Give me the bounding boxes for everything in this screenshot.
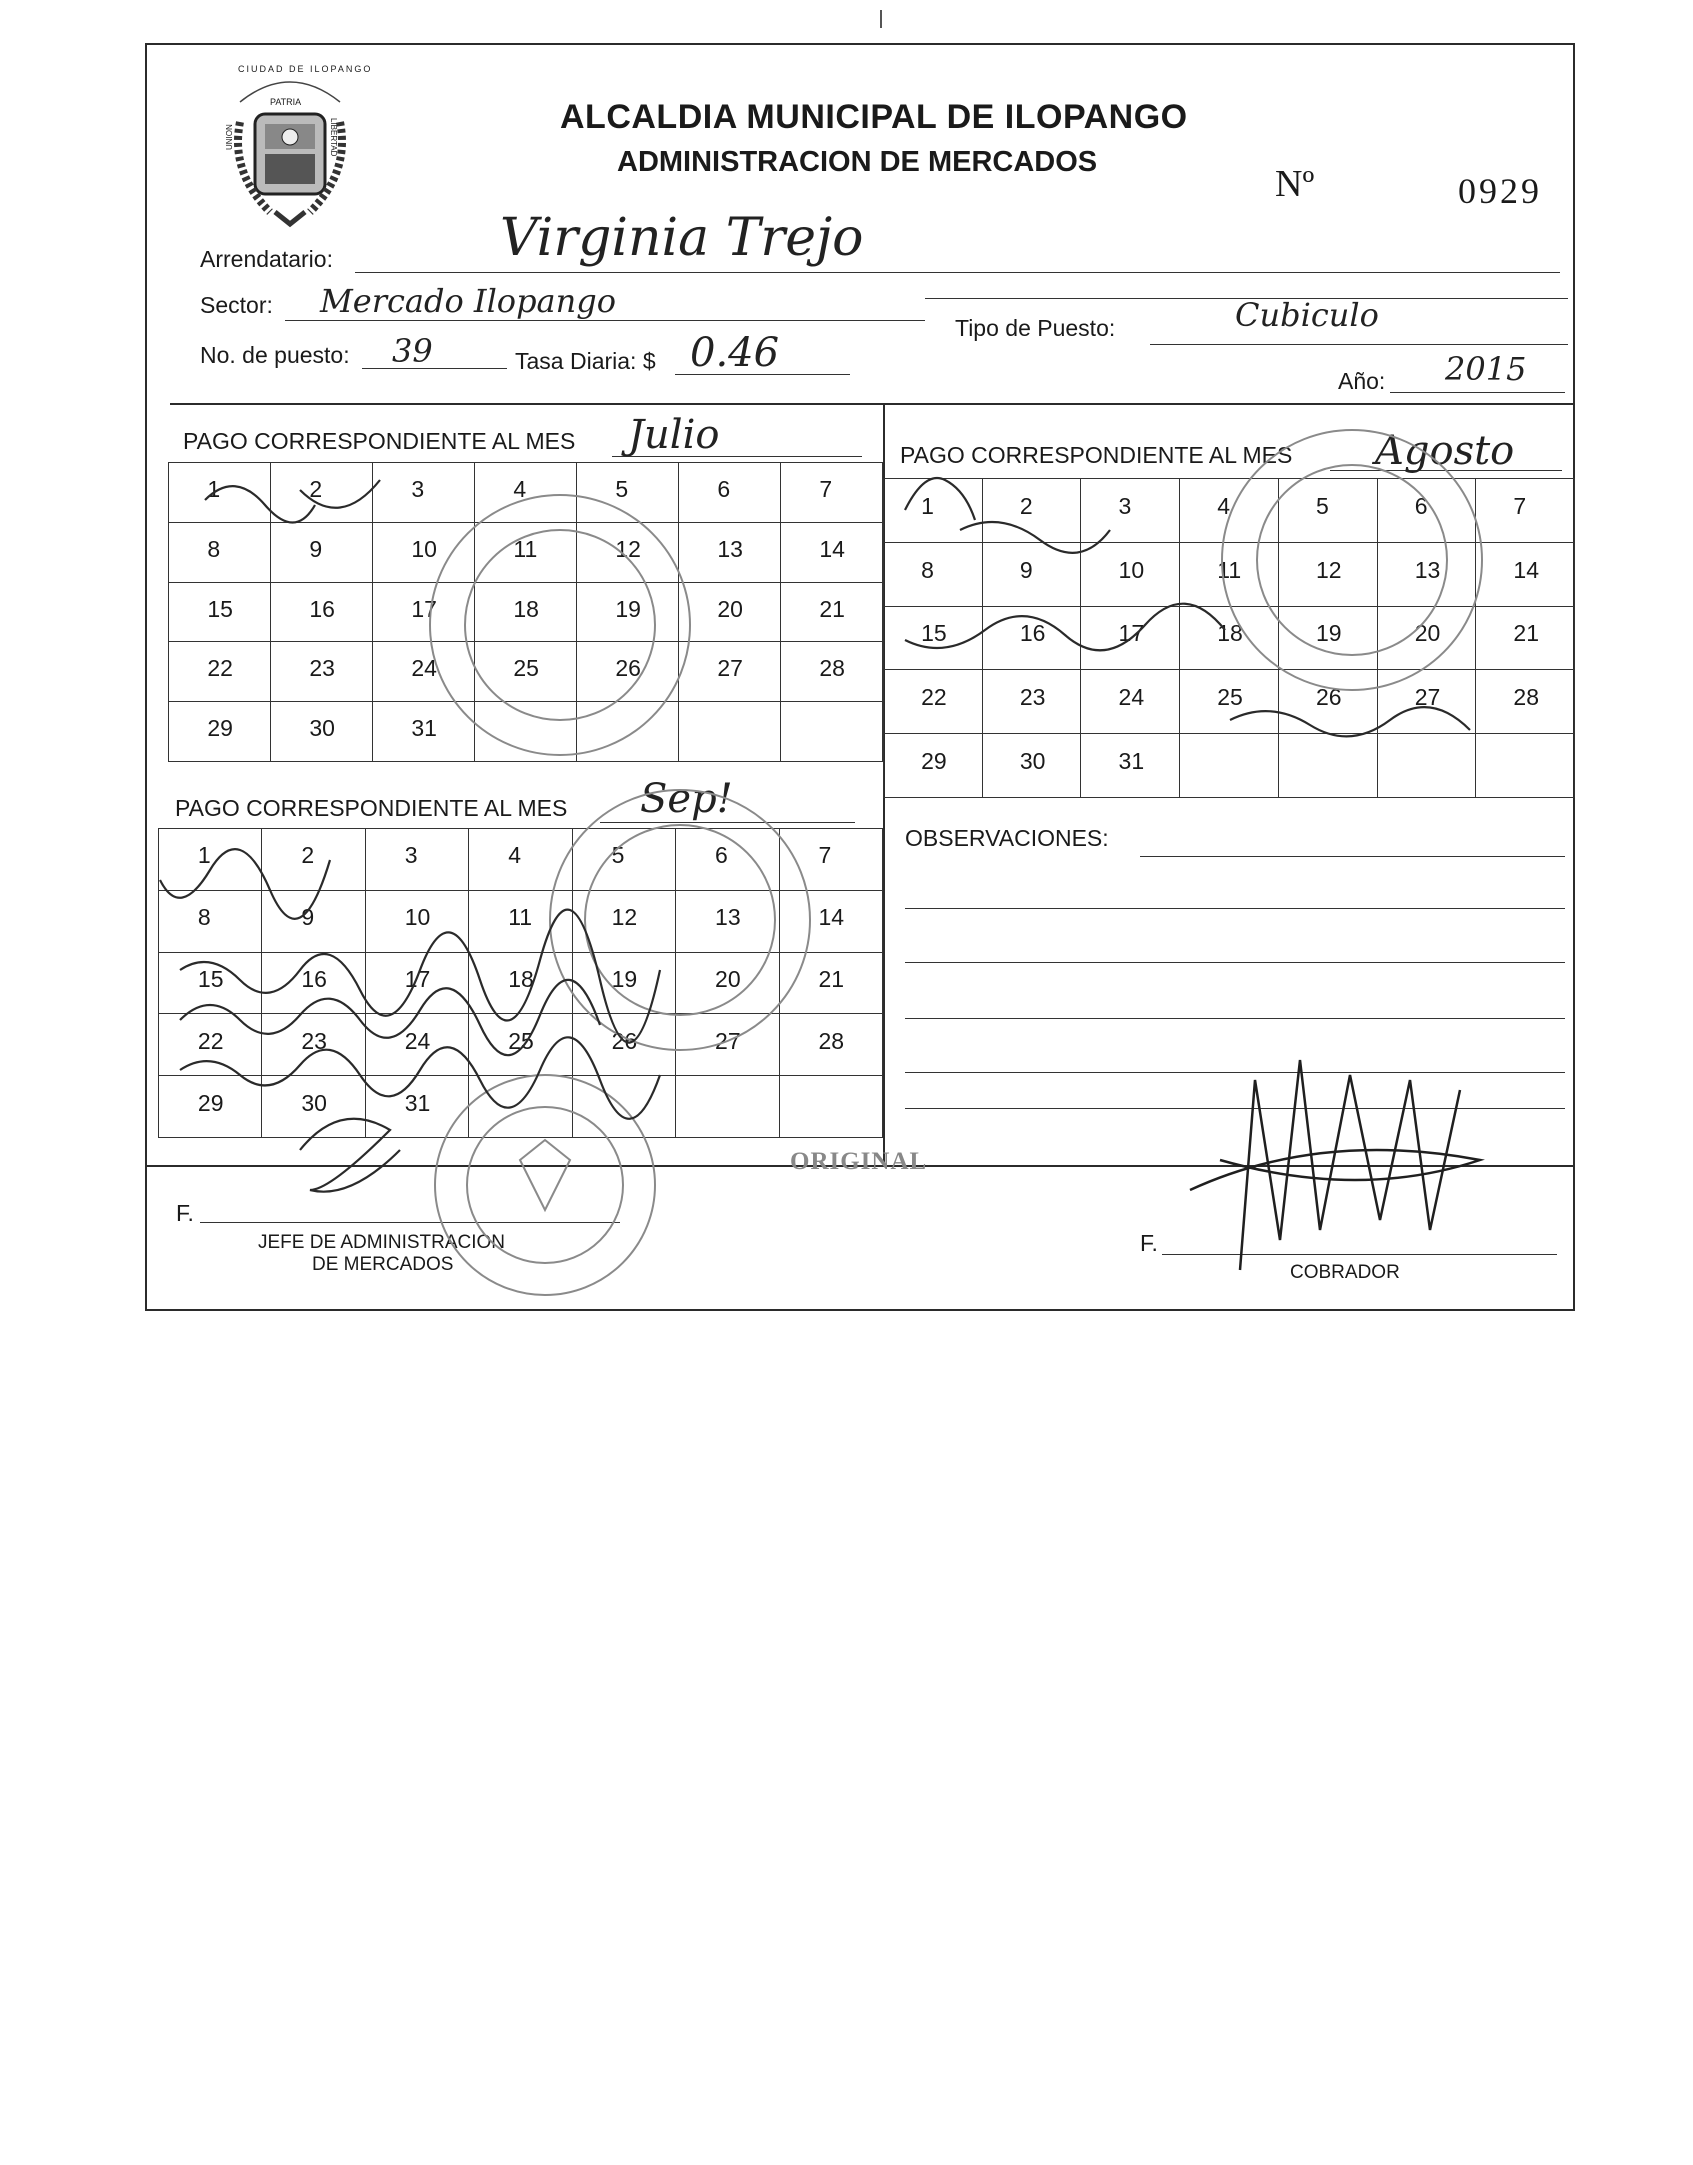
day-cell[interactable] [679, 523, 781, 583]
day-number: 9 [309, 535, 323, 562]
day-number: 19 [1315, 620, 1342, 647]
tasa-label: Tasa Diaria: $ [515, 348, 656, 374]
day-number: 23 [1019, 684, 1046, 711]
day-cell[interactable] [573, 953, 676, 1015]
signature-left-line[interactable] [200, 1222, 620, 1223]
day-number: 27 [715, 1027, 741, 1054]
sector-value[interactable]: Mercado Ilopango [320, 282, 616, 320]
day-number: 2 [1019, 492, 1033, 519]
day-cell[interactable] [884, 734, 983, 798]
day-number: 10 [404, 904, 431, 931]
day-cell[interactable] [262, 891, 365, 953]
day-number: 6 [717, 475, 731, 502]
day-number: 27 [1414, 684, 1441, 711]
month-2-name[interactable]: Agosto [1375, 428, 1515, 474]
day-number: 2 [301, 842, 315, 869]
day-cell[interactable] [262, 829, 365, 891]
day-number: 16 [301, 965, 327, 992]
day-number: 26 [1315, 684, 1342, 711]
day-number: 18 [508, 965, 534, 992]
day-cell[interactable] [271, 523, 373, 583]
sector-line-right [925, 298, 1568, 299]
obs-line-1[interactable] [1140, 856, 1565, 857]
logo-right-text: LIBERTAD [329, 118, 338, 157]
day-cell[interactable] [366, 891, 469, 953]
day-cell[interactable] [1378, 607, 1477, 671]
day-cell[interactable] [262, 1076, 365, 1138]
day-number: 17 [411, 595, 437, 622]
day-cell[interactable] [983, 670, 1082, 734]
month-2-heading: PAGO CORRESPONDIENTE AL MES [900, 442, 1293, 468]
jefe-label-2: DE MERCADOS [312, 1254, 454, 1275]
anio-value[interactable]: 2015 [1445, 350, 1527, 388]
day-number: 2 [309, 475, 323, 502]
day-cell[interactable] [262, 953, 365, 1015]
tasa-value[interactable]: 0.46 [690, 330, 780, 376]
day-number: 13 [1414, 556, 1441, 583]
day-cell[interactable] [676, 891, 779, 953]
month-1-calendar [168, 462, 883, 762]
day-cell[interactable] [983, 479, 1082, 543]
day-number: 10 [411, 535, 437, 562]
signature-left-prefix: F. [176, 1200, 194, 1226]
day-cell[interactable] [1081, 670, 1180, 734]
jefe-label-1: JEFE DE ADMINISTRACION [258, 1232, 506, 1253]
day-cell[interactable] [373, 583, 475, 643]
arrendatario-line [355, 272, 1560, 273]
day-cell[interactable] [884, 670, 983, 734]
logo-center-text: PATRIA [270, 97, 302, 107]
day-number: 12 [611, 904, 638, 931]
municipal-logo [220, 62, 360, 232]
day-cell[interactable] [373, 523, 475, 583]
day-cell[interactable] [1180, 543, 1279, 607]
day-cell[interactable] [577, 523, 679, 583]
day-cell[interactable] [169, 702, 271, 762]
day-number: 29 [197, 1089, 224, 1116]
day-cell[interactable] [676, 953, 779, 1015]
day-cell[interactable] [781, 583, 883, 643]
day-number: 16 [1019, 620, 1046, 647]
day-number: 4 [508, 842, 521, 869]
day-cell[interactable] [884, 543, 983, 607]
tipo-line [1150, 344, 1568, 345]
day-number: 18 [513, 595, 539, 622]
day-cell[interactable] [983, 543, 1082, 607]
day-cell[interactable] [983, 734, 1082, 798]
day-number: 15 [207, 595, 233, 622]
top-mark [880, 10, 882, 28]
cobrador-label: COBRADOR [1290, 1262, 1400, 1283]
month-2-calendar [883, 478, 1575, 798]
empty-day-cell[interactable] [1378, 734, 1477, 798]
day-cell[interactable] [884, 479, 983, 543]
day-cell[interactable] [169, 463, 271, 523]
day-cell[interactable] [159, 891, 262, 953]
empty-day-cell[interactable] [679, 702, 781, 762]
obs-line-2[interactable] [905, 908, 1565, 909]
day-number: 7 [818, 842, 832, 869]
day-number: 31 [404, 1089, 431, 1116]
day-number: 20 [1414, 620, 1441, 647]
day-number: 30 [309, 715, 335, 742]
day-number: 17 [1118, 620, 1145, 647]
empty-day-cell[interactable] [573, 1076, 676, 1138]
puesto-label: No. de puesto: [200, 342, 350, 368]
day-number: 23 [309, 655, 335, 682]
empty-day-cell[interactable] [1476, 734, 1575, 798]
day-cell[interactable] [1081, 543, 1180, 607]
day-cell[interactable] [475, 463, 577, 523]
day-number: 10 [1118, 556, 1145, 583]
day-cell[interactable] [679, 583, 781, 643]
day-cell[interactable] [676, 829, 779, 891]
empty-day-cell[interactable] [475, 702, 577, 762]
empty-day-cell[interactable] [1180, 734, 1279, 798]
day-number: 9 [301, 904, 315, 931]
logo-top-text: CIUDAD DE ILOPANGO [238, 64, 373, 74]
day-number: 13 [717, 535, 743, 562]
month-3-name[interactable]: Sep! [640, 776, 733, 822]
day-number: 1 [921, 492, 934, 519]
day-number: 3 [411, 475, 425, 502]
day-cell[interactable] [159, 829, 262, 891]
day-cell[interactable] [469, 953, 572, 1015]
day-number: 22 [207, 655, 233, 682]
day-number: 6 [715, 842, 728, 869]
month-3-calendar [158, 828, 883, 1138]
day-cell[interactable] [780, 891, 883, 953]
day-number: 30 [1019, 748, 1046, 774]
day-cell[interactable] [469, 829, 572, 891]
day-number: 9 [1019, 556, 1033, 583]
day-number: 5 [1315, 492, 1329, 519]
day-cell[interactable] [573, 1014, 676, 1076]
day-cell[interactable] [1180, 479, 1279, 543]
day-number: 27 [717, 655, 743, 682]
day-number: 15 [921, 620, 947, 647]
day-number: 11 [508, 904, 533, 931]
day-cell[interactable] [1378, 543, 1477, 607]
day-number: 8 [921, 556, 934, 583]
day-number: 29 [921, 748, 947, 774]
day-number: 3 [1118, 492, 1132, 519]
observaciones-label: OBSERVACIONES: [905, 825, 1109, 851]
logo-left-text: UNION [225, 124, 234, 150]
day-cell[interactable] [366, 829, 469, 891]
day-cell[interactable] [780, 1014, 883, 1076]
day-cell[interactable] [1476, 670, 1575, 734]
day-number: 31 [1118, 748, 1145, 774]
month-1-heading: PAGO CORRESPONDIENTE AL MES [183, 428, 576, 454]
day-number: 21 [818, 965, 845, 992]
day-number: 29 [207, 715, 233, 742]
day-number: 6 [1414, 492, 1428, 519]
day-number: 22 [921, 684, 947, 711]
day-number: 31 [411, 715, 437, 742]
day-cell[interactable] [262, 1014, 365, 1076]
obs-line-5[interactable] [905, 1072, 1565, 1073]
arrendatario-label: Arrendatario: [200, 246, 333, 272]
day-number: 4 [1217, 492, 1231, 519]
empty-day-cell[interactable] [577, 702, 679, 762]
tipo-label: Tipo de Puesto: [955, 315, 1116, 341]
empty-day-cell[interactable] [1279, 734, 1378, 798]
month-3-heading: PAGO CORRESPONDIENTE AL MES [175, 795, 568, 821]
obs-line-4[interactable] [905, 1018, 1565, 1019]
day-number: 14 [818, 904, 845, 931]
day-cell[interactable] [1476, 479, 1575, 543]
day-cell[interactable] [271, 642, 373, 702]
day-number: 28 [819, 655, 845, 682]
original-label: ORIGINAL [790, 1148, 928, 1175]
empty-day-cell[interactable] [676, 1076, 779, 1138]
day-cell[interactable] [1476, 543, 1575, 607]
day-number: 23 [301, 1027, 327, 1054]
day-cell[interactable] [373, 463, 475, 523]
day-cell[interactable] [373, 642, 475, 702]
page-title: ALCALDIA MUNICIPAL DE ILOPANGO [560, 98, 1188, 136]
day-cell[interactable] [1378, 670, 1477, 734]
day-number: 19 [615, 595, 641, 622]
day-cell[interactable] [159, 1014, 262, 1076]
day-number: 28 [818, 1027, 845, 1054]
anio-label: Año: [1338, 368, 1386, 394]
month-3-line [600, 822, 855, 823]
day-cell[interactable] [475, 642, 577, 702]
arrendatario-value[interactable]: Virginia Trejo [500, 208, 864, 268]
day-cell[interactable] [781, 642, 883, 702]
day-number: 21 [1513, 620, 1539, 647]
day-number: 24 [404, 1027, 431, 1054]
day-cell[interactable] [781, 463, 883, 523]
day-number: 20 [715, 965, 741, 992]
day-cell[interactable] [577, 642, 679, 702]
day-cell[interactable] [475, 523, 577, 583]
day-cell[interactable] [1180, 670, 1279, 734]
anio-line [1390, 392, 1565, 393]
empty-day-cell[interactable] [780, 1076, 883, 1138]
day-cell[interactable] [1279, 670, 1378, 734]
day-number: 16 [309, 595, 335, 622]
day-cell[interactable] [169, 583, 271, 643]
day-number: 30 [301, 1089, 327, 1116]
day-number: 5 [611, 842, 625, 869]
day-cell[interactable] [271, 463, 373, 523]
day-cell[interactable] [169, 642, 271, 702]
day-number: 28 [1513, 684, 1539, 711]
day-cell[interactable] [573, 829, 676, 891]
day-cell[interactable] [780, 829, 883, 891]
day-cell[interactable] [1279, 479, 1378, 543]
day-cell[interactable] [577, 583, 679, 643]
header-divider [170, 403, 1575, 405]
day-number: 7 [1513, 492, 1527, 519]
day-number: 5 [615, 475, 629, 502]
day-cell[interactable] [475, 583, 577, 643]
day-cell[interactable] [169, 523, 271, 583]
empty-day-cell[interactable] [469, 1076, 572, 1138]
puesto-value[interactable]: 39 [392, 332, 433, 370]
day-cell[interactable] [366, 1014, 469, 1076]
day-cell[interactable] [1476, 607, 1575, 671]
day-number: 12 [1315, 556, 1342, 583]
day-cell[interactable] [884, 607, 983, 671]
day-cell[interactable] [577, 463, 679, 523]
folio-number: 0929 [1458, 171, 1542, 211]
day-cell[interactable] [676, 1014, 779, 1076]
day-number: 7 [819, 475, 833, 502]
day-cell[interactable] [1279, 607, 1378, 671]
empty-day-cell[interactable] [781, 702, 883, 762]
obs-line-6[interactable] [905, 1108, 1565, 1109]
day-cell[interactable] [781, 523, 883, 583]
day-cell[interactable] [679, 463, 781, 523]
day-number: 12 [615, 535, 641, 562]
day-number: 21 [819, 595, 845, 622]
day-cell[interactable] [271, 702, 373, 762]
day-cell[interactable] [271, 583, 373, 643]
day-number: 15 [197, 965, 224, 992]
day-number: 25 [508, 1027, 534, 1054]
folio-label: Nº [1275, 163, 1315, 205]
day-number: 22 [197, 1027, 224, 1054]
month-1-name[interactable]: Julio [628, 412, 720, 458]
signature-right-prefix: F. [1140, 1230, 1158, 1256]
day-number: 17 [404, 965, 431, 992]
day-cell[interactable] [1180, 607, 1279, 671]
day-number: 20 [717, 595, 743, 622]
day-cell[interactable] [373, 702, 475, 762]
day-number: 13 [715, 904, 741, 931]
day-number: 8 [197, 904, 211, 931]
day-number: 26 [611, 1027, 638, 1054]
day-number: 19 [611, 965, 638, 992]
day-cell[interactable] [679, 642, 781, 702]
day-cell[interactable] [573, 891, 676, 953]
day-number: 14 [1513, 556, 1539, 583]
day-number: 26 [615, 655, 641, 682]
day-number: 3 [404, 842, 418, 869]
day-cell[interactable] [1081, 607, 1180, 671]
day-cell[interactable] [469, 891, 572, 953]
day-cell[interactable] [159, 953, 262, 1015]
day-cell[interactable] [1081, 479, 1180, 543]
day-number: 24 [1118, 684, 1145, 711]
day-cell[interactable] [780, 953, 883, 1015]
sector-label: Sector: [200, 292, 273, 318]
day-number: 25 [513, 655, 539, 682]
day-cell[interactable] [159, 1076, 262, 1138]
sector-line [285, 320, 925, 321]
puesto-line [362, 368, 507, 369]
day-cell[interactable] [1378, 479, 1477, 543]
day-number: 25 [1217, 684, 1243, 711]
tipo-value[interactable]: Cubiculo [1235, 296, 1379, 334]
obs-line-3[interactable] [905, 962, 1565, 963]
day-number: 18 [1217, 620, 1243, 647]
day-number: 24 [411, 655, 437, 682]
day-number: 11 [1217, 556, 1242, 583]
day-number: 8 [207, 535, 221, 562]
signature-right-line[interactable] [1162, 1254, 1557, 1255]
day-number: 4 [513, 475, 527, 502]
day-number: 1 [207, 475, 221, 502]
day-cell[interactable] [366, 1076, 469, 1138]
day-number: 14 [819, 535, 845, 562]
day-cell[interactable] [469, 1014, 572, 1076]
day-cell[interactable] [366, 953, 469, 1015]
day-cell[interactable] [983, 607, 1082, 671]
day-number: 11 [513, 535, 538, 562]
day-number: 1 [197, 842, 211, 869]
page-subtitle: ADMINISTRACION DE MERCADOS [617, 146, 1098, 178]
day-cell[interactable] [1081, 734, 1180, 798]
day-cell[interactable] [1279, 543, 1378, 607]
